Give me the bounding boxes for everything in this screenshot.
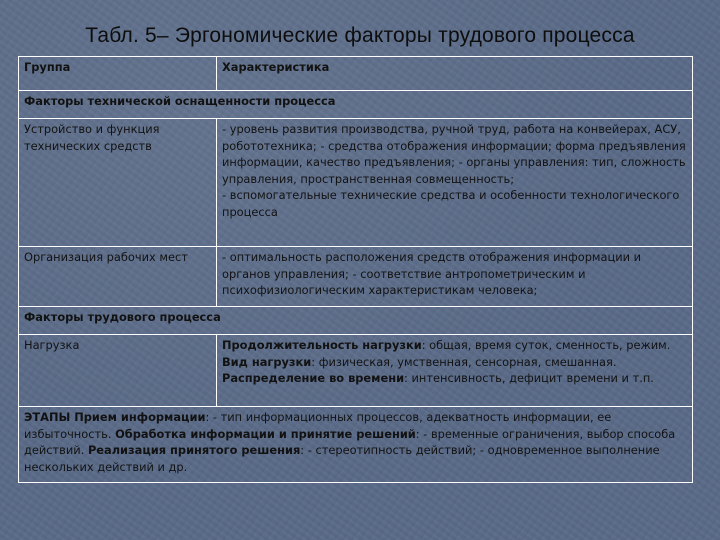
load-duration-text: : общая, время суток, сменность, режим.	[421, 338, 671, 352]
table-row	[19, 119, 693, 247]
row-stages	[19, 407, 693, 483]
header-group: Группа	[19, 57, 217, 91]
load-distribution-label: Распределение во времени	[222, 371, 405, 385]
devices-text-part2: - вспомогательные технические средства и особенности технологического процесса	[222, 188, 680, 219]
table-header-row	[19, 57, 693, 91]
section-row-labor	[19, 307, 693, 335]
section-labor-label: Факторы трудового процесса	[19, 307, 693, 335]
row-group-load: Нагрузка	[19, 335, 217, 407]
stage-implement-text: : - стереотипность действий; - одновременное выполнение нескольких действий и др.	[24, 443, 660, 474]
stage-receive-label: ЭТАПЫ Прием информации	[24, 410, 206, 424]
row-characteristic-workplaces: - оптимальность расположения средств отображения информации и органов управления; - соответствие антропометрическим и психофизиологическим характеристикам человека;	[217, 247, 693, 307]
header-characteristic: Характеристика	[217, 57, 693, 91]
row-group-devices: Устройство и функция технических средств	[19, 119, 217, 247]
section-technical-label: Факторы технической оснащенности процесса	[19, 91, 693, 119]
slide-title: Табл. 5– Эргономические факторы трудового процесса	[85, 24, 635, 47]
stage-receive-text: : - тип информационных процессов, адекватность информации, ее избыточность.	[24, 410, 612, 441]
load-duration-label: Продолжительность нагрузки	[222, 338, 422, 352]
load-distribution-text: : интенсивность, дефицит времени и т.п.	[404, 371, 654, 385]
table-row	[19, 247, 693, 307]
ergonomic-factors-table	[18, 56, 693, 483]
stage-process-text: : - временные ограничения, выбор способа действий.	[24, 426, 676, 457]
devices-text-part1: - уровень развития производства, ручной труд, работа на конвейерах, АСУ, робототехника; - средства отображения информации; форма предъявления информации, качество предъявления; - органы управления: тип, сложность управления, пространственная совмещенность;	[222, 122, 686, 186]
load-type-text: : физическая, умственная, сенсорная, смешанная.	[311, 354, 617, 369]
table-row	[19, 335, 693, 407]
load-type-label: Вид нагрузки	[222, 354, 312, 369]
stage-implement-label: Реализация принятого решения	[87, 443, 301, 457]
section-row-technical	[19, 91, 693, 119]
row-characteristic-devices	[217, 119, 693, 247]
table-row	[19, 407, 693, 483]
row-characteristic-load	[217, 335, 693, 407]
row-group-workplaces: Организация рабочих мест	[19, 247, 217, 307]
stage-process-label: Обработка информации и принятие решений	[115, 426, 416, 441]
